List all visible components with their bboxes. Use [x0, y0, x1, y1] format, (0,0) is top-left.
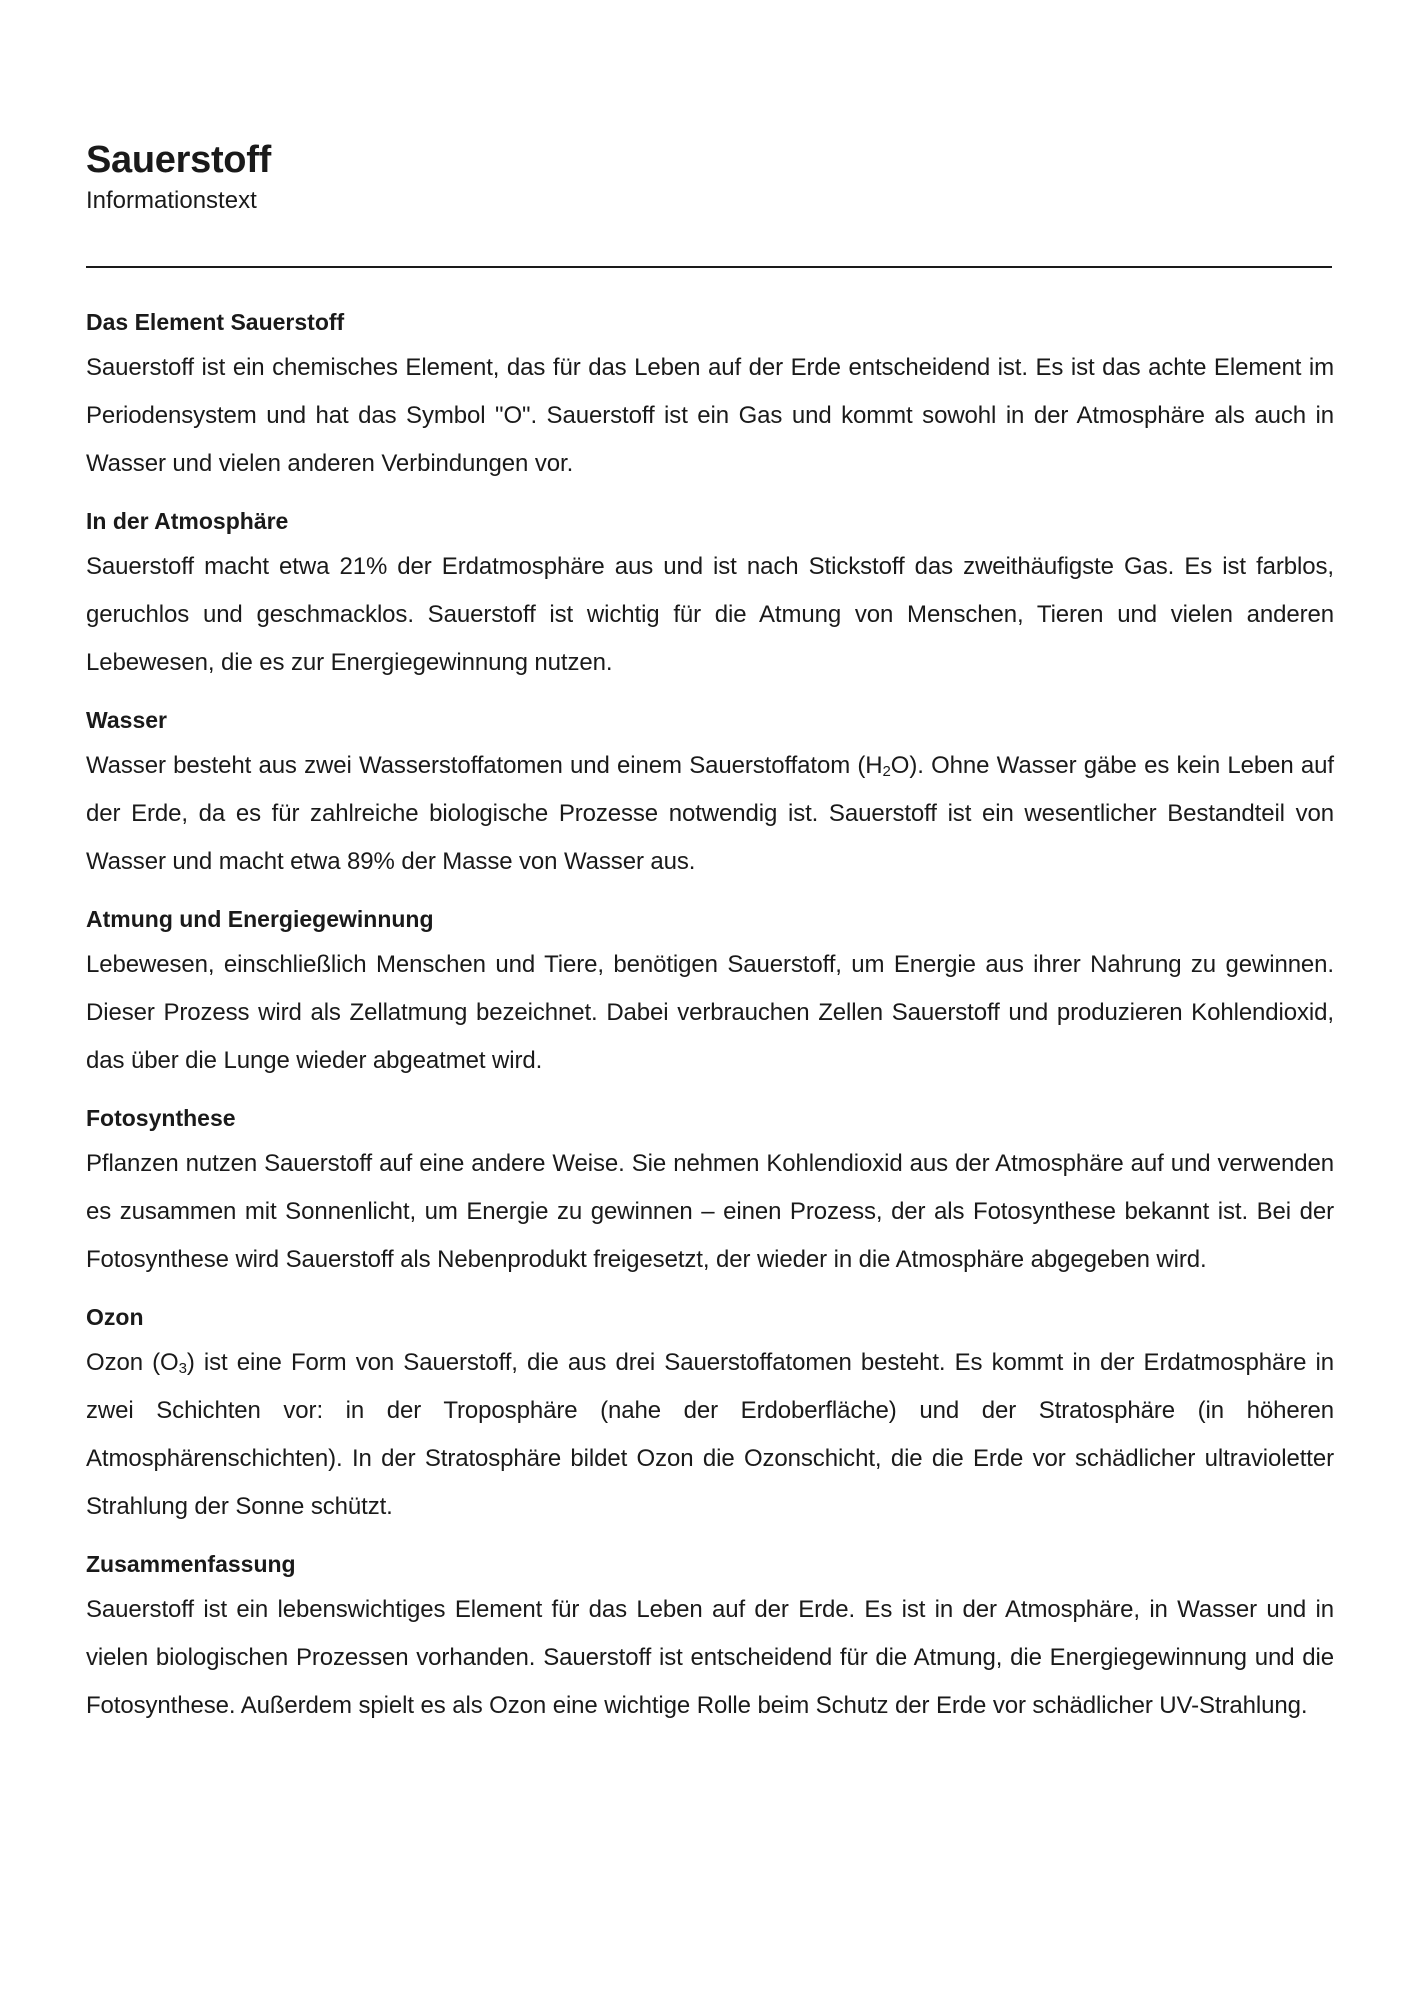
section-paragraph [86, 1339, 1334, 1531]
section-heading: In der Atmosphäre [86, 508, 289, 534]
document-title: Sauerstoff [86, 139, 271, 181]
section-atmosphere [86, 505, 1334, 687]
section-heading: Fotosynthese [86, 1105, 236, 1131]
section-heading: Wasser [86, 707, 167, 733]
section-paragraph: Pflanzen nutzen Sauerstoff auf eine andere Weise. Sie nehmen Kohlendioxid aus der Atmosphäre auf und verwenden es zusammen mit Sonnenlicht, um Energie zu gewinnen – einen Prozess, der als Fotosynthese bekannt ist. Bei der Fotosynthese wird Sauerstoff als Nebenprodukt freigesetzt, der wieder in die Atmosphäre abgegeben wird. [86, 1150, 1334, 1273]
section-heading: Ozon [86, 1304, 144, 1330]
section-respiration [86, 903, 1334, 1085]
section-paragraph [86, 742, 1334, 886]
section-paragraph: Sauerstoff macht etwa 21% der Erdatmosphäre aus und ist nach Stickstoff das zweithäufigste Gas. Es ist farblos, geruchlos und geschmacklos. Sauerstoff ist wichtig für die Atmung von Menschen, Tieren und vielen anderen Lebewesen, die es zur Energiegewinnung nutzen. [86, 553, 1334, 676]
section-photosynthesis [86, 1102, 1334, 1284]
document-subtitle: Informationstext [86, 187, 257, 214]
section-paragraph: Sauerstoff ist ein lebenswichtiges Element für das Leben auf der Erde. Es ist in der Atmosphäre, in Wasser und in vielen biologischen Prozessen vorhanden. Sauerstoff ist entscheidend für die Atmung, die Energiegewinnung und die Fotosynthese. Außerdem spielt es als Ozon eine wichtige Rolle beim Schutz der Erde vor schädlicher UV-Strahlung. [86, 1596, 1334, 1719]
section-heading: Das Element Sauerstoff [86, 309, 345, 335]
section-heading: Atmung und Energiegewinnung [86, 906, 434, 932]
paragraph-text-part: ) ist eine Form von Sauerstoff, die aus drei Sauerstoffatomen besteht. Es kommt in der Erdatmosphäre in zwei Schichten vor: in der Troposphäre (nahe der Erdoberfläche) und der Stratosphäre (in höheren Atmosphärenschichten). In der Stratosphäre bildet Ozon die Ozonschicht, die die Erde vor schädlicher ultravioletter Strahlung der Sonne schützt. [86, 1349, 1334, 1520]
document-page [86, 138, 1334, 1747]
section-heading: Zusammenfassung [86, 1551, 296, 1577]
header-divider [86, 266, 1332, 268]
content-sections [86, 306, 1334, 1730]
section-paragraph: Lebewesen, einschließlich Menschen und Tiere, benötigen Sauerstoff, um Energie aus ihrer Nahrung zu gewinnen. Dieser Prozess wird als Zellatmung bezeichnet. Dabei verbrauchen Zellen Sauerstoff und produzieren Kohlendioxid, das über die Lunge wieder abgeatmet wird. [86, 951, 1334, 1074]
section-summary [86, 1548, 1334, 1730]
formula-subscript: 2 [882, 763, 891, 780]
section-ozone [86, 1301, 1334, 1531]
section-water [86, 704, 1334, 886]
paragraph-text-part: Ozon (O [86, 1349, 179, 1376]
section-element [86, 306, 1334, 488]
paragraph-text-part: O). Ohne Wasser gäbe es kein Leben auf der Erde, da es für zahlreiche biologische Prozesse notwendig ist. Sauerstoff ist ein wesentlicher Bestandteil von Wasser und macht etwa 89% der Masse von Wasser aus. [86, 752, 1334, 875]
paragraph-text-part: Wasser besteht aus zwei Wasserstoffatomen und einem Sauerstoffatom (H [86, 752, 883, 779]
formula-subscript: 3 [178, 1360, 187, 1377]
section-paragraph: Sauerstoff ist ein chemisches Element, das für das Leben auf der Erde entscheidend ist. Es ist das achte Element im Periodensystem und hat das Symbol "O". Sauerstoff ist ein Gas und kommt sowohl in der Atmosphäre als auch in Wasser und vielen anderen Verbindungen vor. [86, 354, 1334, 477]
